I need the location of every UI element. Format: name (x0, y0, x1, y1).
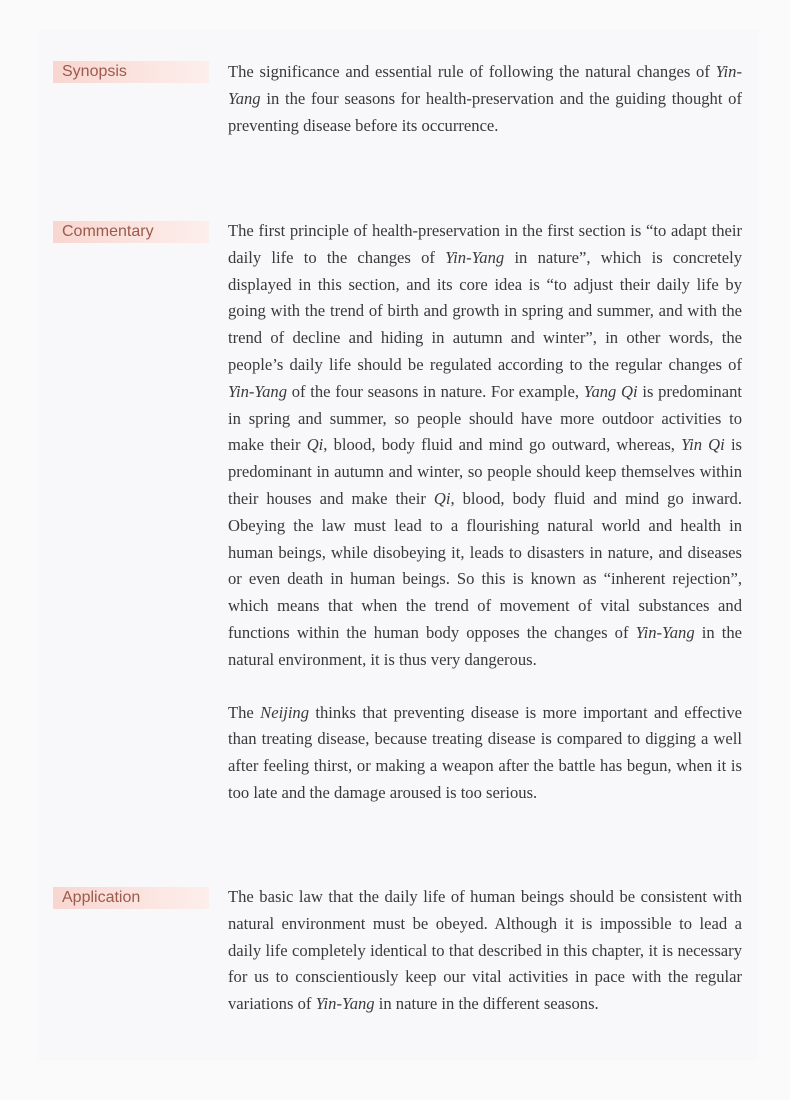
text-run: is predominant in spring and summer, so people should have more outdoor activities to make their (228, 381, 743, 455)
text-run: in the four seasons for health-preservation and the guiding thought of preventing disease before its occurrence. (228, 88, 742, 135)
text-run: The significance and essential rule of following the natural changes of (228, 62, 716, 81)
synopsis-paragraph (228, 59, 742, 139)
text-run: The (228, 702, 261, 722)
synopsis-heading: Synopsis (53, 61, 209, 83)
text-run: in nature in the different seasons. (374, 994, 599, 1014)
text-run: thinks that preventing disease is more important and effective than treating disease, because treating disease is compared to digging a well after feeling thirst, or making a weapon after the battle has begun, when it is too late and the damage aroused is too serious. (228, 702, 742, 802)
italic-term: Neijing (260, 702, 310, 722)
commentary-paragraph-1 (228, 218, 742, 674)
italic-term: Yin-Yang (445, 247, 505, 267)
italic-term: Qi (433, 488, 451, 508)
commentary-paragraph-2 (228, 700, 742, 807)
italic-term: Qi (306, 435, 324, 455)
application-heading: Application (53, 887, 209, 909)
text-run: of the four seasons in nature. For example, (287, 381, 584, 401)
italic-term: Yin-Yang (228, 62, 742, 108)
italic-term: Yin Qi (681, 435, 725, 455)
text-run: , blood, body fluid and mind go outward, whereas, (323, 435, 682, 455)
synopsis-text (228, 59, 742, 139)
commentary-text (228, 218, 742, 807)
application-text (228, 884, 742, 1018)
text-run: in the natural environment, it is thus very dangerous. (228, 622, 742, 669)
text-run: The first principle of health-preservation in the first section is “to adapt their daily life to the changes of (228, 221, 742, 267)
text-run: in nature”, which is concretely displayed in this section, and its core idea is “to adjust their daily life by going with the trend of birth and growth in spring and summer, and with the trend of decline and hiding in autumn and winter”, in other words, the people’s daily life should be regulated according to the regular changes of (228, 247, 742, 374)
italic-term: Yin-Yang (635, 622, 695, 642)
italic-term: Yang Qi (583, 381, 638, 401)
text-run: , blood, body fluid and mind go inward. Obeying the law must lead to a flourishing natural world and health in human beings, while disobeying it, leads to disasters in nature, and diseases or even death in human beings. So this is known as “inherent rejection”, which means that when the trend of movement of vital substances and functions within the human body opposes the changes of (228, 488, 742, 642)
commentary-heading: Commentary (53, 221, 209, 243)
italic-term: Yin-Yang (315, 994, 375, 1014)
text-run: is predominant in autumn and winter, so people should keep themselves within their houses and make their (228, 435, 743, 508)
italic-term: Yin-Yang (228, 381, 288, 401)
text-run: The basic law that the daily life of human beings should be consistent with natural environment must be obeyed. Although it is impossible to lead a daily life completely identical to that described in this chapter, it is necessary for us to conscientiously keep our vital activities in pace with the regular variations of (228, 887, 742, 1014)
application-paragraph (228, 884, 742, 1018)
